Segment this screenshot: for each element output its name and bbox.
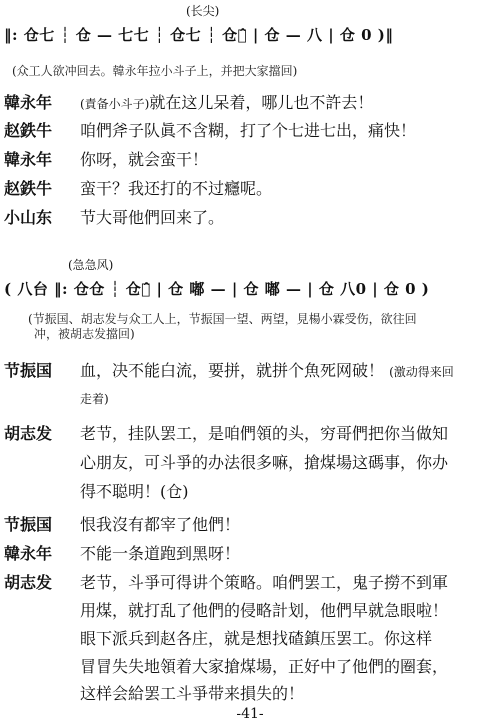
stage-line: 冲，被胡志发擋回) <box>34 327 135 341</box>
page-number: -41- <box>236 706 264 722</box>
percussion-notation-2 <box>4 256 496 302</box>
stage-line: (节振国、胡志发与众工人上，节振国一望、两望，見楊小霖受伤，欲往回 <box>28 312 417 326</box>
notation-overmark: (急急风) <box>68 258 114 272</box>
speaker-name: 节振国 <box>4 515 53 534</box>
dialogue-text: 咱們斧子队眞不含糊，打了个七进七出，痛快！ <box>80 121 417 140</box>
speaker-name: 韓永年 <box>4 150 53 169</box>
speaker-name: 节振国 <box>4 361 53 380</box>
dialogue-continuation: 眼下派兵到赵各庄，就是想找碴鎮压罢工。你这样 <box>80 629 433 648</box>
dialogue-text: 你呀，就会蛮干！ <box>80 150 209 169</box>
dialogue-continuation: 冒冒失失地領着大家搶煤場，正好中了他們的圈套， <box>80 657 449 676</box>
stage-direction-1: (众工人欲冲回去。韓永年拉小斗子上，并把大家擋回) <box>12 64 298 78</box>
stage-aside: (激动得来回 <box>389 365 454 379</box>
dialogue-text: 老节，挂队罢工，是咱們領的头，穷哥們把你当做知 <box>80 424 449 443</box>
dialogue-continuation: 这样会給罢工斗爭带来損失的！ <box>80 684 305 703</box>
notation-line: ( 八台 ‖: 仓仓 ┆ 仓七̂ | 仓 嘟 — | 仓 嘟 — | 仓 八0 | 仓 0 ) <box>4 280 430 298</box>
notation-line: ‖: 仓七 ┆ 仓 — 七七 ┆ 仓七 ┆ 仓七̂ | 仓 — 八 | 仓 0 )‖ <box>4 26 394 44</box>
stage-aside: (責备小斗子) <box>80 97 150 111</box>
dialogue-continuation: 得不聪明！(仓) <box>80 482 189 501</box>
dialogue-text: 血，决不能白流，要拼，就拼个魚死网破！ <box>80 361 385 380</box>
speaker-name: 韓永年 <box>4 544 53 563</box>
speaker-name: 赵鉄牛 <box>4 121 53 140</box>
speaker-name: 赵鉄牛 <box>4 179 53 198</box>
dialogue-text: 老节，斗爭可得讲个策略。咱們罢工，鬼子撈不到軍 <box>80 573 449 592</box>
dialogue-continuation: 用煤，就打乱了他們的侵略計划，他們早就急眼啦！ <box>80 601 449 620</box>
stage-direction-2 <box>28 312 494 342</box>
speaker-name: 胡志发 <box>4 424 53 443</box>
speaker-name: 韓永年 <box>4 93 53 112</box>
dialogue-text: 蛮干？我还打的不过癮呢。 <box>80 179 273 198</box>
dialogue-text: 就在这儿呆着，哪儿也不許去！ <box>149 93 374 112</box>
speaker-name: 胡志发 <box>4 573 53 592</box>
dialogue-continuation: 走着) <box>80 392 109 406</box>
notation-overmark: (长尖) <box>186 4 220 18</box>
speaker-name: 小山东 <box>4 208 53 227</box>
percussion-notation-1 <box>4 2 496 48</box>
dialogue-text: 节大哥他們回来了。 <box>80 208 225 227</box>
dialogue-text: 不能一条道跑到黑呀！ <box>80 544 241 563</box>
dialogue-text: 恨我沒有都宰了他們！ <box>80 515 241 534</box>
dialogue-continuation: 心朋友，可斗爭的办法很多嘛，搶煤場这碼事，你办 <box>80 453 449 472</box>
